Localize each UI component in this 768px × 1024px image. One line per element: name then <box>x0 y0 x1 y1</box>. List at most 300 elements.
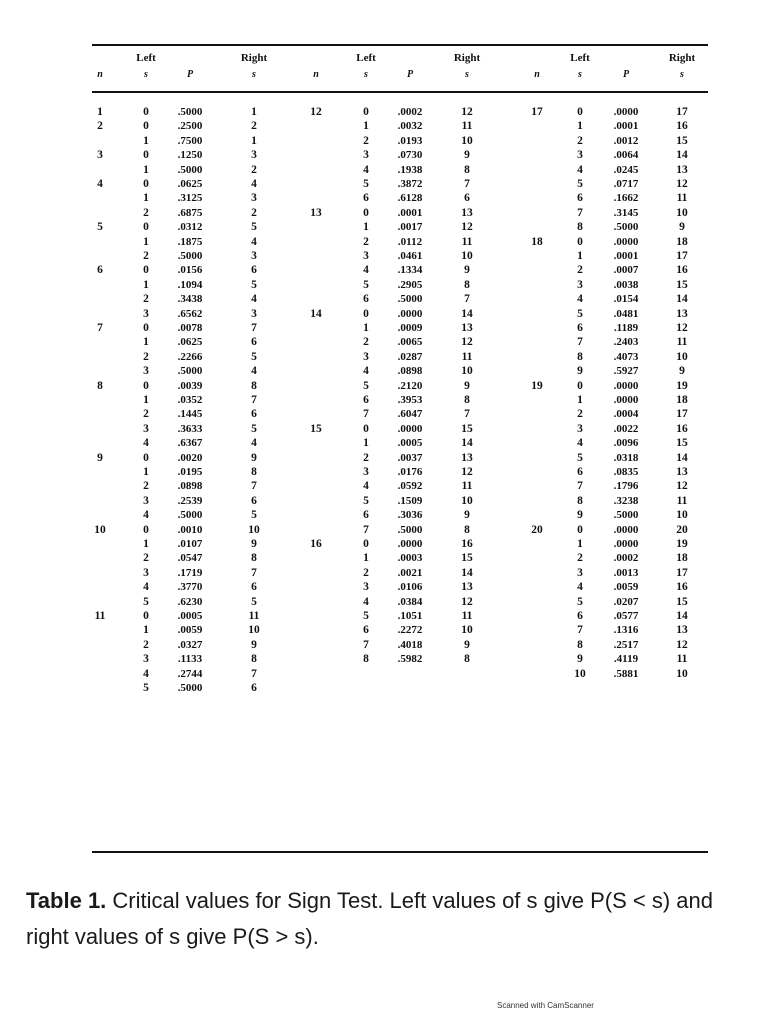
row-s-left: 1 <box>143 163 149 176</box>
row-s-right: 9 <box>251 638 257 651</box>
row-s-right: 7 <box>251 480 257 493</box>
row-s-left: 5 <box>363 278 369 291</box>
row-s-left: 7 <box>577 336 583 349</box>
row-s-left: 0 <box>143 221 149 234</box>
row-s-right: 12 <box>461 595 473 608</box>
row-p-value: .0835 <box>613 466 639 478</box>
row-s-right: 10 <box>248 523 260 536</box>
row-s-right: 7 <box>251 394 257 406</box>
row-s-right: 8 <box>464 523 470 536</box>
row-s-left: 0 <box>363 206 369 219</box>
row-p-value: .0065 <box>397 336 423 349</box>
row-s-left: 4 <box>363 595 369 608</box>
table-caption <box>26 883 746 955</box>
header-left: Left <box>136 52 156 64</box>
row-s-right: 7 <box>251 322 257 334</box>
row-s-right: 5 <box>251 595 257 608</box>
row-s-right: 15 <box>461 552 473 565</box>
row-n: 5 <box>97 221 103 234</box>
header-left: Left <box>356 52 376 64</box>
row-p-value: .0625 <box>177 336 203 349</box>
row-s-right: 8 <box>464 278 470 291</box>
row-s-right: 12 <box>676 638 688 651</box>
row-p-value: .0001 <box>613 250 639 262</box>
row-p-value: .1250 <box>177 149 203 162</box>
row-s-right: 13 <box>461 206 473 219</box>
row-s-left: 0 <box>143 451 149 464</box>
row-s-left: 0 <box>143 264 149 277</box>
row-s-right: 18 <box>676 552 688 565</box>
row-s-right: 6 <box>251 264 257 277</box>
row-s-left: 6 <box>577 322 583 334</box>
row-p-value: .3238 <box>613 494 639 507</box>
row-p-value: .2120 <box>397 379 423 392</box>
row-p-value: .6230 <box>177 595 203 608</box>
row-p-value: .3438 <box>177 293 203 306</box>
row-s-left: 0 <box>363 106 369 118</box>
row-p-value: .0096 <box>613 437 639 450</box>
header-left: Left <box>570 52 590 64</box>
row-p-value: .0017 <box>397 221 423 234</box>
row-s-right: 11 <box>676 494 688 507</box>
row-s-right: 17 <box>676 106 688 118</box>
row-p-value: .0312 <box>177 221 203 234</box>
row-s-left: 2 <box>577 552 583 565</box>
row-s-left: 4 <box>363 480 369 493</box>
row-s-left: 1 <box>363 322 369 334</box>
row-p-value: .0000 <box>397 422 423 435</box>
row-p-value: .1509 <box>397 494 423 507</box>
row-p-value: .2905 <box>397 278 423 291</box>
row-s-left: 4 <box>363 163 369 176</box>
row-p-value: .0009 <box>397 322 423 334</box>
row-n: 19 <box>531 379 543 392</box>
row-s-left: 2 <box>143 250 149 262</box>
row-s-right: 7 <box>251 667 257 680</box>
row-s-left: 6 <box>577 610 583 622</box>
row-s-right: 10 <box>461 624 473 637</box>
row-n: 13 <box>310 206 322 219</box>
row-s-left: 0 <box>143 149 149 162</box>
header-p: P <box>186 69 194 80</box>
row-s-left: 1 <box>143 394 149 406</box>
row-s-left: 3 <box>363 581 369 594</box>
row-s-right: 13 <box>461 581 473 594</box>
row-s-left: 0 <box>363 422 369 435</box>
row-s-right: 11 <box>676 192 688 205</box>
row-p-value: .0154 <box>613 293 639 306</box>
row-s-right: 9 <box>251 451 257 464</box>
row-s-left: 6 <box>577 466 583 478</box>
row-s-left: 8 <box>363 653 369 666</box>
row-s-right: 6 <box>251 682 257 694</box>
row-p-value: .2266 <box>177 350 203 363</box>
row-p-value: .0005 <box>397 437 423 450</box>
row-s-left: 1 <box>363 552 369 565</box>
row-s-left: 7 <box>363 523 369 536</box>
row-p-value: .0059 <box>177 624 203 637</box>
row-s-left: 6 <box>363 293 369 306</box>
header-p: P <box>406 69 414 80</box>
row-s-right: 2 <box>251 120 257 133</box>
row-s-left: 2 <box>363 235 369 248</box>
row-s-left: 0 <box>577 235 583 248</box>
caption-lead: Table 1. <box>26 888 107 913</box>
row-s-right: 11 <box>676 653 688 666</box>
row-s-left: 3 <box>363 466 369 478</box>
row-p-value: .0020 <box>177 451 203 464</box>
row-s-left: 7 <box>577 624 583 637</box>
row-p-value: .0318 <box>613 451 639 464</box>
row-s-left: 0 <box>143 120 149 133</box>
table-header-rule <box>92 91 708 93</box>
row-s-left: 1 <box>143 336 149 349</box>
row-p-value: .0005 <box>177 610 203 622</box>
row-s-left: 5 <box>363 178 369 190</box>
row-s-right: 9 <box>464 379 470 392</box>
row-s-right: 14 <box>461 437 473 450</box>
row-p-value: .3872 <box>397 178 423 190</box>
row-p-value: .2403 <box>613 336 639 349</box>
row-p-value: .0352 <box>177 394 203 406</box>
row-s-left: 6 <box>363 394 369 406</box>
row-s-left: 5 <box>577 595 583 608</box>
row-s-left: 0 <box>143 322 149 334</box>
row-s-left: 4 <box>577 163 583 176</box>
row-s-right: 6 <box>251 336 257 349</box>
row-s-right: 4 <box>251 235 257 248</box>
row-s-left: 1 <box>363 120 369 133</box>
row-s-right: 7 <box>464 408 470 421</box>
row-p-value: .0000 <box>613 523 639 536</box>
row-s-left: 3 <box>363 350 369 363</box>
row-s-right: 2 <box>251 206 257 219</box>
row-n: 14 <box>310 307 322 320</box>
row-s-left: 0 <box>143 610 149 622</box>
row-p-value: .4018 <box>397 638 423 651</box>
row-s-right: 8 <box>251 653 257 666</box>
row-s-left: 5 <box>577 307 583 320</box>
row-s-right: 11 <box>676 336 688 349</box>
row-s-left: 0 <box>143 106 149 118</box>
header-s-left: s <box>364 69 368 80</box>
row-s-right: 12 <box>461 336 473 349</box>
row-s-left: 2 <box>577 134 583 147</box>
row-s-left: 6 <box>363 192 369 205</box>
row-s-right: 10 <box>676 206 688 219</box>
header-s-right: s <box>465 69 469 80</box>
row-p-value: .5000 <box>177 682 203 694</box>
row-p-value: .2517 <box>613 638 639 651</box>
row-p-value: .0000 <box>613 379 639 392</box>
row-p-value: .0059 <box>613 581 639 594</box>
row-s-left: 3 <box>577 566 583 579</box>
row-p-value: .6128 <box>397 192 423 205</box>
header-right: Right <box>453 52 481 64</box>
row-p-value: .0002 <box>397 106 423 118</box>
row-s-left: 2 <box>143 638 149 651</box>
row-s-right: 11 <box>248 610 260 622</box>
row-n: 2 <box>97 120 103 133</box>
row-s-left: 1 <box>143 538 149 550</box>
row-s-right: 8 <box>251 466 257 478</box>
row-s-left: 10 <box>574 667 586 680</box>
row-n: 6 <box>97 264 103 277</box>
row-n: 12 <box>310 106 322 118</box>
row-s-right: 10 <box>461 250 473 262</box>
row-s-right: 12 <box>461 221 473 234</box>
row-s-right: 1 <box>251 106 257 118</box>
row-s-left: 2 <box>363 336 369 349</box>
row-p-value: .4073 <box>613 350 639 363</box>
row-s-left: 1 <box>577 394 583 406</box>
row-s-right: 10 <box>461 134 473 147</box>
row-p-value: .0064 <box>613 149 639 162</box>
row-p-value: .0000 <box>397 307 423 320</box>
row-p-value: .0013 <box>613 566 639 579</box>
row-p-value: .0461 <box>397 250 423 262</box>
row-p-value: .0481 <box>613 307 639 320</box>
row-s-left: 7 <box>577 206 583 219</box>
row-s-right: 6 <box>251 494 257 507</box>
row-s-left: 7 <box>363 638 369 651</box>
row-p-value: .0717 <box>613 178 639 190</box>
row-s-right: 5 <box>251 221 257 234</box>
row-p-value: .0003 <box>397 552 423 565</box>
row-s-right: 6 <box>251 408 257 421</box>
row-s-left: 4 <box>143 581 149 594</box>
row-p-value: .0002 <box>613 552 639 565</box>
row-p-value: .0592 <box>397 480 423 493</box>
row-s-left: 4 <box>143 509 149 522</box>
row-p-value: .0106 <box>397 581 423 594</box>
row-s-right: 9 <box>464 638 470 651</box>
row-s-right: 5 <box>251 509 257 522</box>
row-p-value: .5000 <box>177 250 203 262</box>
row-p-value: .1334 <box>397 264 423 277</box>
row-p-value: .0107 <box>177 538 203 550</box>
row-s-right: 9 <box>679 221 685 234</box>
row-p-value: .2500 <box>177 120 203 133</box>
row-s-right: 16 <box>676 120 688 133</box>
row-s-left: 5 <box>577 451 583 464</box>
row-s-right: 15 <box>676 134 688 147</box>
row-s-right: 14 <box>676 293 688 306</box>
row-s-left: 7 <box>577 480 583 493</box>
row-p-value: .5000 <box>397 293 423 306</box>
row-s-right: 9 <box>464 149 470 162</box>
row-p-value: .0000 <box>613 538 639 550</box>
row-s-left: 8 <box>577 638 583 651</box>
row-s-right: 18 <box>676 394 688 406</box>
row-p-value: .4119 <box>613 653 639 666</box>
row-s-right: 5 <box>251 422 257 435</box>
row-s-right: 11 <box>461 350 473 363</box>
row-s-right: 7 <box>464 178 470 190</box>
row-p-value: .0039 <box>177 379 203 392</box>
row-s-left: 8 <box>577 221 583 234</box>
row-s-left: 3 <box>577 278 583 291</box>
row-p-value: .1445 <box>177 408 203 421</box>
row-s-left: 3 <box>143 566 149 579</box>
row-s-left: 2 <box>363 134 369 147</box>
header-s-right: s <box>680 69 684 80</box>
row-n: 9 <box>97 451 103 464</box>
row-s-left: 3 <box>143 494 149 507</box>
header-p: P <box>622 69 630 80</box>
row-p-value: .1719 <box>177 566 203 579</box>
row-p-value: .0898 <box>177 480 203 493</box>
row-s-left: 5 <box>577 178 583 190</box>
row-p-value: .0193 <box>397 134 423 147</box>
row-p-value: .5000 <box>177 365 203 378</box>
row-s-left: 1 <box>143 624 149 637</box>
row-p-value: .0000 <box>613 235 639 248</box>
row-n: 11 <box>94 610 106 622</box>
row-p-value: .3770 <box>177 581 203 594</box>
row-p-value: .5000 <box>397 523 423 536</box>
row-s-right: 8 <box>251 379 257 392</box>
row-p-value: .1875 <box>177 235 203 248</box>
row-s-right: 1 <box>251 134 257 147</box>
row-p-value: .0007 <box>613 264 639 277</box>
row-n: 7 <box>97 322 103 334</box>
row-p-value: .0021 <box>397 566 423 579</box>
row-s-right: 13 <box>461 451 473 464</box>
row-s-right: 14 <box>461 566 473 579</box>
row-p-value: .1316 <box>613 624 639 637</box>
row-s-left: 2 <box>143 293 149 306</box>
row-s-right: 18 <box>676 235 688 248</box>
row-s-right: 13 <box>676 163 688 176</box>
row-s-left: 0 <box>143 379 149 392</box>
row-p-value: .3036 <box>397 509 423 522</box>
row-s-right: 8 <box>464 394 470 406</box>
row-s-right: 8 <box>464 163 470 176</box>
row-s-left: 4 <box>143 437 149 450</box>
row-n: 1 <box>97 106 103 118</box>
row-p-value: .5881 <box>613 667 639 680</box>
row-s-right: 12 <box>461 106 473 118</box>
row-n: 8 <box>97 379 103 392</box>
row-s-right: 4 <box>251 437 257 450</box>
row-s-left: 3 <box>143 365 149 378</box>
row-p-value: .0001 <box>397 206 423 219</box>
row-s-right: 10 <box>676 350 688 363</box>
row-s-right: 3 <box>251 149 257 162</box>
row-s-right: 6 <box>251 581 257 594</box>
row-p-value: .2539 <box>177 494 203 507</box>
row-s-right: 5 <box>251 350 257 363</box>
row-s-right: 2 <box>251 163 257 176</box>
row-s-right: 15 <box>461 422 473 435</box>
row-s-left: 1 <box>577 250 583 262</box>
row-p-value: .0078 <box>177 322 203 334</box>
header-s-left: s <box>144 69 148 80</box>
row-p-value: .0207 <box>613 595 639 608</box>
row-s-right: 3 <box>251 250 257 262</box>
header-right: Right <box>668 52 696 64</box>
row-s-right: 15 <box>676 437 688 450</box>
row-p-value: .0547 <box>177 552 203 565</box>
row-s-left: 3 <box>363 250 369 262</box>
row-s-left: 6 <box>363 509 369 522</box>
row-s-left: 1 <box>577 120 583 133</box>
row-p-value: .0156 <box>177 264 203 277</box>
row-s-right: 10 <box>461 365 473 378</box>
row-n: 18 <box>531 235 543 248</box>
row-s-left: 2 <box>363 451 369 464</box>
row-s-right: 11 <box>461 480 473 493</box>
row-s-left: 8 <box>577 494 583 507</box>
row-s-right: 11 <box>461 610 473 622</box>
row-s-right: 9 <box>464 264 470 277</box>
header-n: n <box>313 69 319 80</box>
row-s-right: 12 <box>676 322 688 334</box>
row-s-left: 5 <box>363 494 369 507</box>
row-s-left: 7 <box>363 408 369 421</box>
row-s-left: 4 <box>577 581 583 594</box>
row-s-right: 13 <box>461 322 473 334</box>
header-s-left: s <box>578 69 582 80</box>
row-s-left: 2 <box>143 480 149 493</box>
row-s-left: 4 <box>363 264 369 277</box>
row-s-left: 0 <box>363 307 369 320</box>
row-p-value: .5927 <box>613 365 639 378</box>
row-s-right: 16 <box>676 581 688 594</box>
row-s-right: 12 <box>676 480 688 493</box>
row-p-value: .1094 <box>177 278 203 291</box>
caption-text: Critical values for Sign Test. Left values of s give P(S < s) and right values of s give P(S > s). <box>26 888 714 949</box>
row-p-value: .0112 <box>397 235 423 248</box>
row-p-value: .0032 <box>397 120 423 133</box>
row-p-value: .0730 <box>397 149 423 162</box>
row-p-value: .0327 <box>177 638 203 651</box>
row-s-right: 15 <box>676 595 688 608</box>
row-s-right: 10 <box>676 509 688 522</box>
row-s-right: 10 <box>461 494 473 507</box>
row-s-right: 20 <box>676 523 688 536</box>
row-p-value: .1796 <box>613 480 639 493</box>
row-s-right: 10 <box>248 624 260 637</box>
row-s-right: 9 <box>464 509 470 522</box>
row-s-right: 11 <box>461 120 473 133</box>
row-s-right: 12 <box>461 466 473 478</box>
row-s-left: 1 <box>143 192 149 205</box>
row-n: 10 <box>94 523 106 536</box>
row-s-left: 0 <box>577 523 583 536</box>
row-p-value: .6367 <box>177 437 203 450</box>
row-s-right: 8 <box>251 552 257 565</box>
row-p-value: .5000 <box>177 163 203 176</box>
row-s-left: 0 <box>577 379 583 392</box>
row-s-right: 4 <box>251 293 257 306</box>
row-p-value: .3145 <box>613 206 639 219</box>
row-p-value: .0625 <box>177 178 203 190</box>
row-p-value: .1189 <box>613 322 639 334</box>
row-s-right: 17 <box>676 408 688 421</box>
row-s-left: 2 <box>363 566 369 579</box>
row-n: 15 <box>310 422 322 435</box>
row-s-right: 4 <box>251 365 257 378</box>
row-p-value: .1051 <box>397 610 423 622</box>
row-s-left: 2 <box>143 350 149 363</box>
row-s-right: 13 <box>676 307 688 320</box>
row-s-right: 7 <box>251 566 257 579</box>
row-p-value: .5000 <box>177 106 203 118</box>
row-s-left: 1 <box>143 278 149 291</box>
row-p-value: .2272 <box>397 624 423 637</box>
